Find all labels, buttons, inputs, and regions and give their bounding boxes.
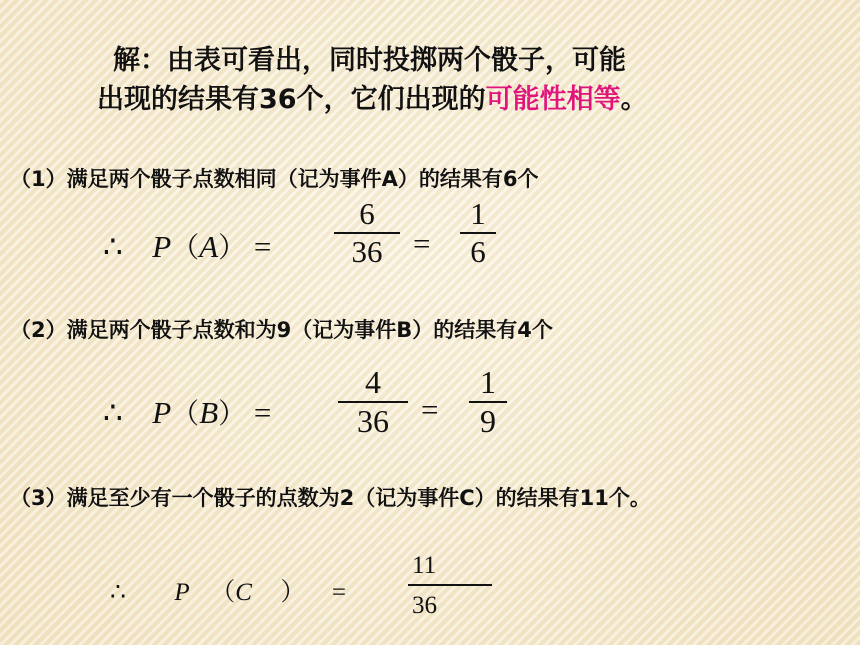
equals-sign: =: [253, 229, 272, 264]
paren-open: （: [210, 579, 236, 606]
event-c: C: [235, 579, 252, 606]
intro-line-2-text: 出现的结果有36个，它们出现的: [97, 84, 486, 115]
denominator: 36: [357, 403, 389, 439]
denominator: 36: [351, 234, 383, 269]
numerator: 4: [365, 364, 381, 400]
therefore-symbol: ∴: [103, 229, 123, 264]
highlight-equal-likelihood: 可能性相等: [485, 84, 621, 115]
part2-fraction-1-9: [469, 364, 507, 440]
denominator: 36: [412, 592, 437, 619]
therefore-symbol: ∴: [110, 579, 126, 606]
part3-statement: （3）满足至少有一个骰子的点数为2（记为事件C）的结果有11个。: [10, 486, 651, 510]
equals-sign: =: [253, 395, 272, 430]
event-b: B: [199, 395, 219, 430]
paren-open: （: [171, 399, 200, 430]
part2-equation: [103, 392, 271, 432]
paren-close: ）: [280, 579, 306, 606]
paren-close: ）: [218, 399, 247, 430]
fraction-bar: [408, 584, 492, 586]
intro-line-2-end: 。: [620, 84, 648, 115]
intro-line-2: [97, 79, 648, 121]
part3-equation: [110, 572, 346, 608]
probability-p: P: [152, 229, 172, 264]
probability-p: P: [174, 579, 190, 606]
part1-equals-2: =: [413, 226, 431, 261]
part2-fraction-4-36: [338, 364, 408, 440]
numerator: 6: [359, 196, 375, 231]
paren-open: （: [171, 233, 200, 264]
part1-equation: [103, 226, 271, 266]
event-a: A: [199, 229, 219, 264]
part2-equals-2: =: [421, 392, 439, 427]
numerator: 11: [412, 552, 437, 579]
numerator: 1: [480, 364, 496, 400]
probability-p: P: [152, 395, 172, 430]
numerator: 1: [470, 196, 486, 231]
part1-fraction-6-36: [334, 196, 400, 270]
part2-statement: （2）满足两个骰子点数和为9（记为事件B）的结果有4个: [10, 318, 553, 342]
therefore-symbol: ∴: [103, 395, 123, 430]
denominator: 6: [470, 234, 486, 269]
equals-sign: =: [331, 579, 347, 606]
denominator: 9: [480, 403, 496, 439]
part3-fraction-11-36: [408, 552, 492, 620]
part1-statement: （1）满足两个骰子点数相同（记为事件A）的结果有6个: [10, 167, 539, 191]
part1-fraction-1-6: [460, 196, 496, 270]
intro-line-1: 解：由表可看出，同时投掷两个骰子，可能: [113, 45, 626, 76]
paren-close: ）: [218, 233, 247, 264]
